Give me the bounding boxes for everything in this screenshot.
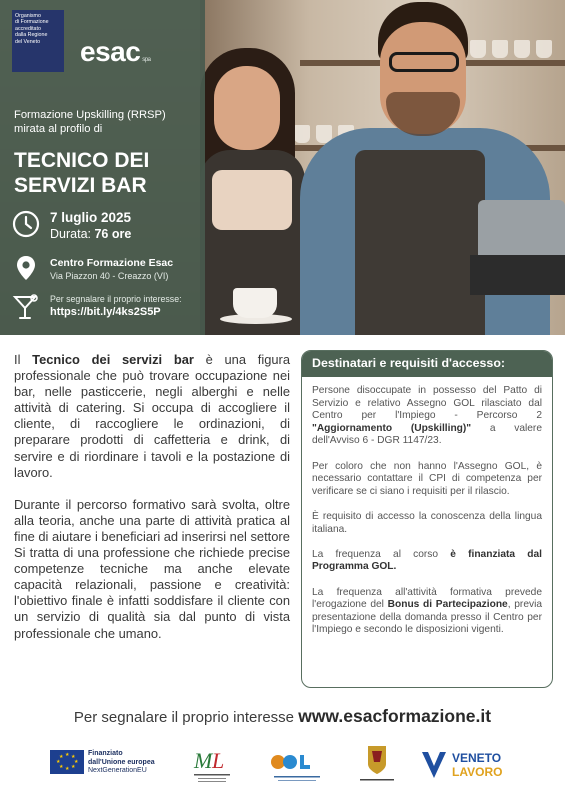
intro-lead: Il xyxy=(14,352,33,367)
accreditation-line: del Veneto xyxy=(15,38,41,45)
ministero-lavoro-logo xyxy=(188,744,236,786)
regione-veneto-logo xyxy=(352,742,402,786)
title-line: SERVIZI BAR xyxy=(14,174,147,197)
svg-text:VENETO: VENETO xyxy=(452,751,502,765)
title-line: TECNICO DEI xyxy=(14,149,150,172)
requirement-item xyxy=(312,587,542,637)
requirement-highlight: Bonus di Partecipazione xyxy=(387,599,508,611)
barista-man-apron xyxy=(355,150,485,335)
coffee-cup xyxy=(233,288,277,318)
clock-icon xyxy=(12,210,40,238)
brand-name: esac xyxy=(80,36,141,67)
brand-suffix: spa xyxy=(142,57,151,63)
requirement-item xyxy=(312,549,542,574)
accreditation-line: di Formazione xyxy=(15,19,49,26)
accreditation-badge xyxy=(12,10,64,72)
duration-value: 76 ore xyxy=(94,227,132,241)
hero-banner xyxy=(0,0,565,335)
eu-funding-text xyxy=(88,750,155,776)
glasses xyxy=(389,52,459,72)
website-link[interactable]: www.esacformazione.it xyxy=(298,706,492,726)
barista-woman-shirt xyxy=(212,170,292,230)
requirement-text: , previa presentazione della domanda presso il Centro per l'Impiego e secondo le disposizioni vigenti. xyxy=(312,599,543,636)
signup-row xyxy=(12,293,182,321)
course-description xyxy=(14,352,290,642)
veneto-lavoro-logo xyxy=(420,748,526,782)
gol-programme-logo xyxy=(270,746,324,786)
schedule-row xyxy=(12,210,131,242)
course-subtitle xyxy=(14,108,204,136)
call-to-action xyxy=(0,706,565,727)
skills-paragraph: Si tratta di una professione che richiede precise competenze tecniche ma anche elevate capacità relazionali, passione e creatività: l'obiettivo finale è infatti soddisfare il cliente con un servizio di qualità sia dal punto di vista professionale che umano. xyxy=(14,545,290,641)
accreditation-line: Organismo xyxy=(15,13,41,19)
duration-label: Durata: xyxy=(50,227,95,241)
venue-address: Via Piazzon 40 - Creazzo (VI) xyxy=(50,271,169,281)
cta-text: Per segnalare il proprio interesse xyxy=(73,709,299,726)
requirement-text: a valere dell'Avviso 6 - DGR 1147/23. xyxy=(312,422,542,447)
intro-text: è una figura professionale che può trovare occupazione nei bar, nelle pasticcerie, negli alberghi e nelle attività di catering. Si occupa di accogliere il cliente, di raccogliere le ordinazioni, di preparare prodotti di caffetteria e drink, di servire e di riordinare i tavoli e la postazione di lavoro. xyxy=(14,352,290,480)
espresso-machine-base xyxy=(470,255,565,295)
requirement-item xyxy=(312,385,542,448)
eu-flag-icon: ★ ★ ★ ★ ★ ★ ★ ★ xyxy=(50,750,84,774)
requirements-box xyxy=(301,350,553,688)
eu-line: Finanziato xyxy=(88,750,123,757)
cocktail-glass-icon xyxy=(12,293,40,321)
course-title xyxy=(14,148,204,198)
requirement-text: La frequenza all'attività formativa prevede l'erogazione del xyxy=(312,586,542,611)
requirement-text: La frequenza al corso xyxy=(312,548,451,560)
requirement-item: Per coloro che non hanno l'Assegno GOL, è necessario contattare il CPI di competenza per verificare se ci siano i requisiti per il rilascio. xyxy=(312,460,542,497)
requirement-item: È requisito di accesso la conoscenza della lingua italiana. xyxy=(312,510,542,535)
svg-text:LAVORO: LAVORO xyxy=(452,765,503,779)
accreditation-line: dalla Regione xyxy=(15,32,48,39)
accreditation-line: accreditato xyxy=(15,25,41,32)
practice-paragraph: Durante il percorso formativo sarà svolta, oltre alla teoria, anche una parte di attività pratica al fine di aiutare i beneficiari ad inserirsi nel settore xyxy=(14,496,290,544)
svg-text:M: M xyxy=(194,748,213,773)
course-date: 7 luglio 2025 xyxy=(50,210,132,225)
venue-name: Centro Formazione Esac xyxy=(50,257,174,269)
esac-logo xyxy=(80,36,150,68)
subtitle-line: Formazione Upskilling (RRSP) xyxy=(14,109,166,121)
subtitle-line: mirata al profilo di xyxy=(14,123,103,135)
cups-row xyxy=(470,40,552,60)
requirements-body xyxy=(302,377,552,637)
signup-link[interactable]: https://bit.ly/4ks2S5P xyxy=(50,306,161,318)
veneto-lavoro-mark xyxy=(420,748,526,782)
signup-label: Per segnalare il proprio interesse: xyxy=(50,294,182,304)
venue-row xyxy=(12,254,173,282)
eu-line: NextGenerationEU xyxy=(88,767,147,774)
barista-woman-face xyxy=(214,66,280,150)
intro-paragraph xyxy=(14,352,290,481)
gol-logo-mark xyxy=(270,746,324,786)
eu-nextgen-logo xyxy=(50,750,190,780)
eu-line: dall'Unione europea xyxy=(88,758,155,766)
course-duration xyxy=(50,226,131,242)
requirements-heading: Destinatari e requisiti d'accesso: xyxy=(302,351,552,377)
partner-logos xyxy=(0,742,565,790)
requirement-highlight: "Aggiornamento (Upskilling)" xyxy=(312,422,472,434)
info-panel xyxy=(0,0,205,335)
svg-text:L: L xyxy=(212,748,225,773)
location-pin-icon xyxy=(12,254,40,282)
requirement-highlight: è finanziata dal Programma GOL. xyxy=(312,548,542,573)
requirement-text: Persone disoccupate in possesso del Patto di Servizio e relativo Assegno GOL rilasciato dal Centro per l'Impiego - Percorso 2 xyxy=(312,385,542,422)
profile-name: Tecnico dei servizi bar xyxy=(32,352,194,367)
